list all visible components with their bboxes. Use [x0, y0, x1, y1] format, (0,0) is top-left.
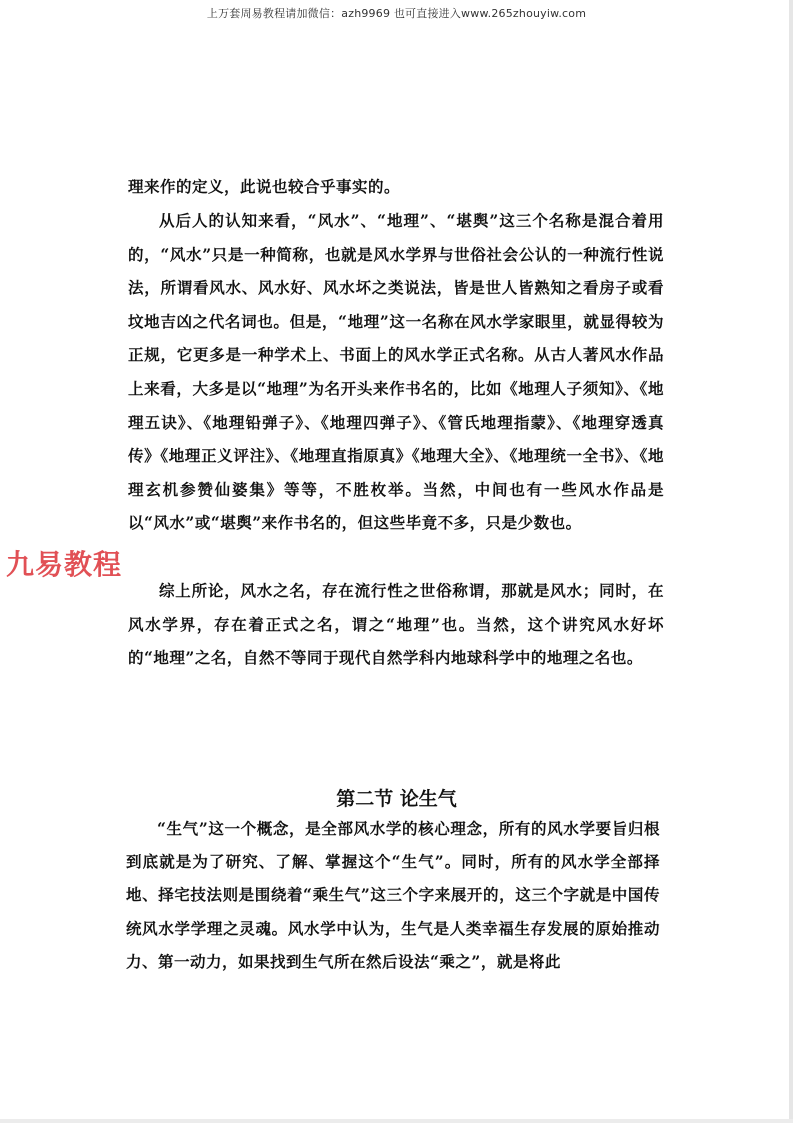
- paragraph-shengqi: “生气”这一个概念，是全部风水学的核心理念，所有的风水学要旨归根到底就是为了研究、了解、掌握这个“生气”。同时，所有的风水学全部择地、择宅技法则是围绕着“乘生气”这三个字来展开的，这三个字就是中国传统风水学学理之灵魂。风水学中认为，生气是人类幸福生存发展的原始推动力、第一动力，如果找到生气所在然后设法“乘之”，就是将此: [126, 819, 660, 971]
- watermark-logo: 九易教程: [6, 548, 123, 581]
- header-note: 上万套周易教程请加微信：azh9969 也可直接进入www.265zhouyiw.com: [206, 7, 587, 20]
- paragraph-naming-usage: 从后人的认知来看，“风水”、“地理”、“堪舆”这三个名称是混合着用的，“风水”只是一种简称，也就是风水学界与世俗社会公认的一种流行性说法，所谓看风水、风水好、风水坏之类说法，皆是世人皆熟知之看房子或看坟地吉凶之代名词也。但是，“地理”这一名称在风水学家眼里，就显得较为正规，它更多是一种学术上、书面上的风水学正式名称。从古人著风水作品上来看，大多是以“地理”为名开头来作书名的，比如《地理人子须知》、《地理五诀》、《地理铅弹子》、《地理四弹子》、《管氏地理指蒙》、《地理穿透真传》《地理正义评注》、《地理直指原真》《地理大全》、《地理统一全书》、《地理玄机参赞仙婆集》等等，不胜枚举。当然，中间也有一些风水作品是以“风水”或“堪舆”来作书名的，但这些毕竟不多，只是少数也。: [128, 211, 664, 533]
- paragraph-continuation: 理来作的定义，此说也较合乎事实的。: [128, 177, 401, 196]
- paragraph-summary: 综上所论，风水之名，存在流行性之世俗称谓，那就是风水；同时，在风水学界，存在着正式之名，谓之“地理”也。当然，这个讲究风水好坏的“地理”之名，自然不等同于现代自然学科内地球科学中的地理之名也。: [128, 581, 664, 668]
- section-title: 第二节 论生气: [336, 788, 457, 810]
- page-edge-right: [789, 0, 793, 1123]
- page-edge-bottom: [0, 1119, 793, 1123]
